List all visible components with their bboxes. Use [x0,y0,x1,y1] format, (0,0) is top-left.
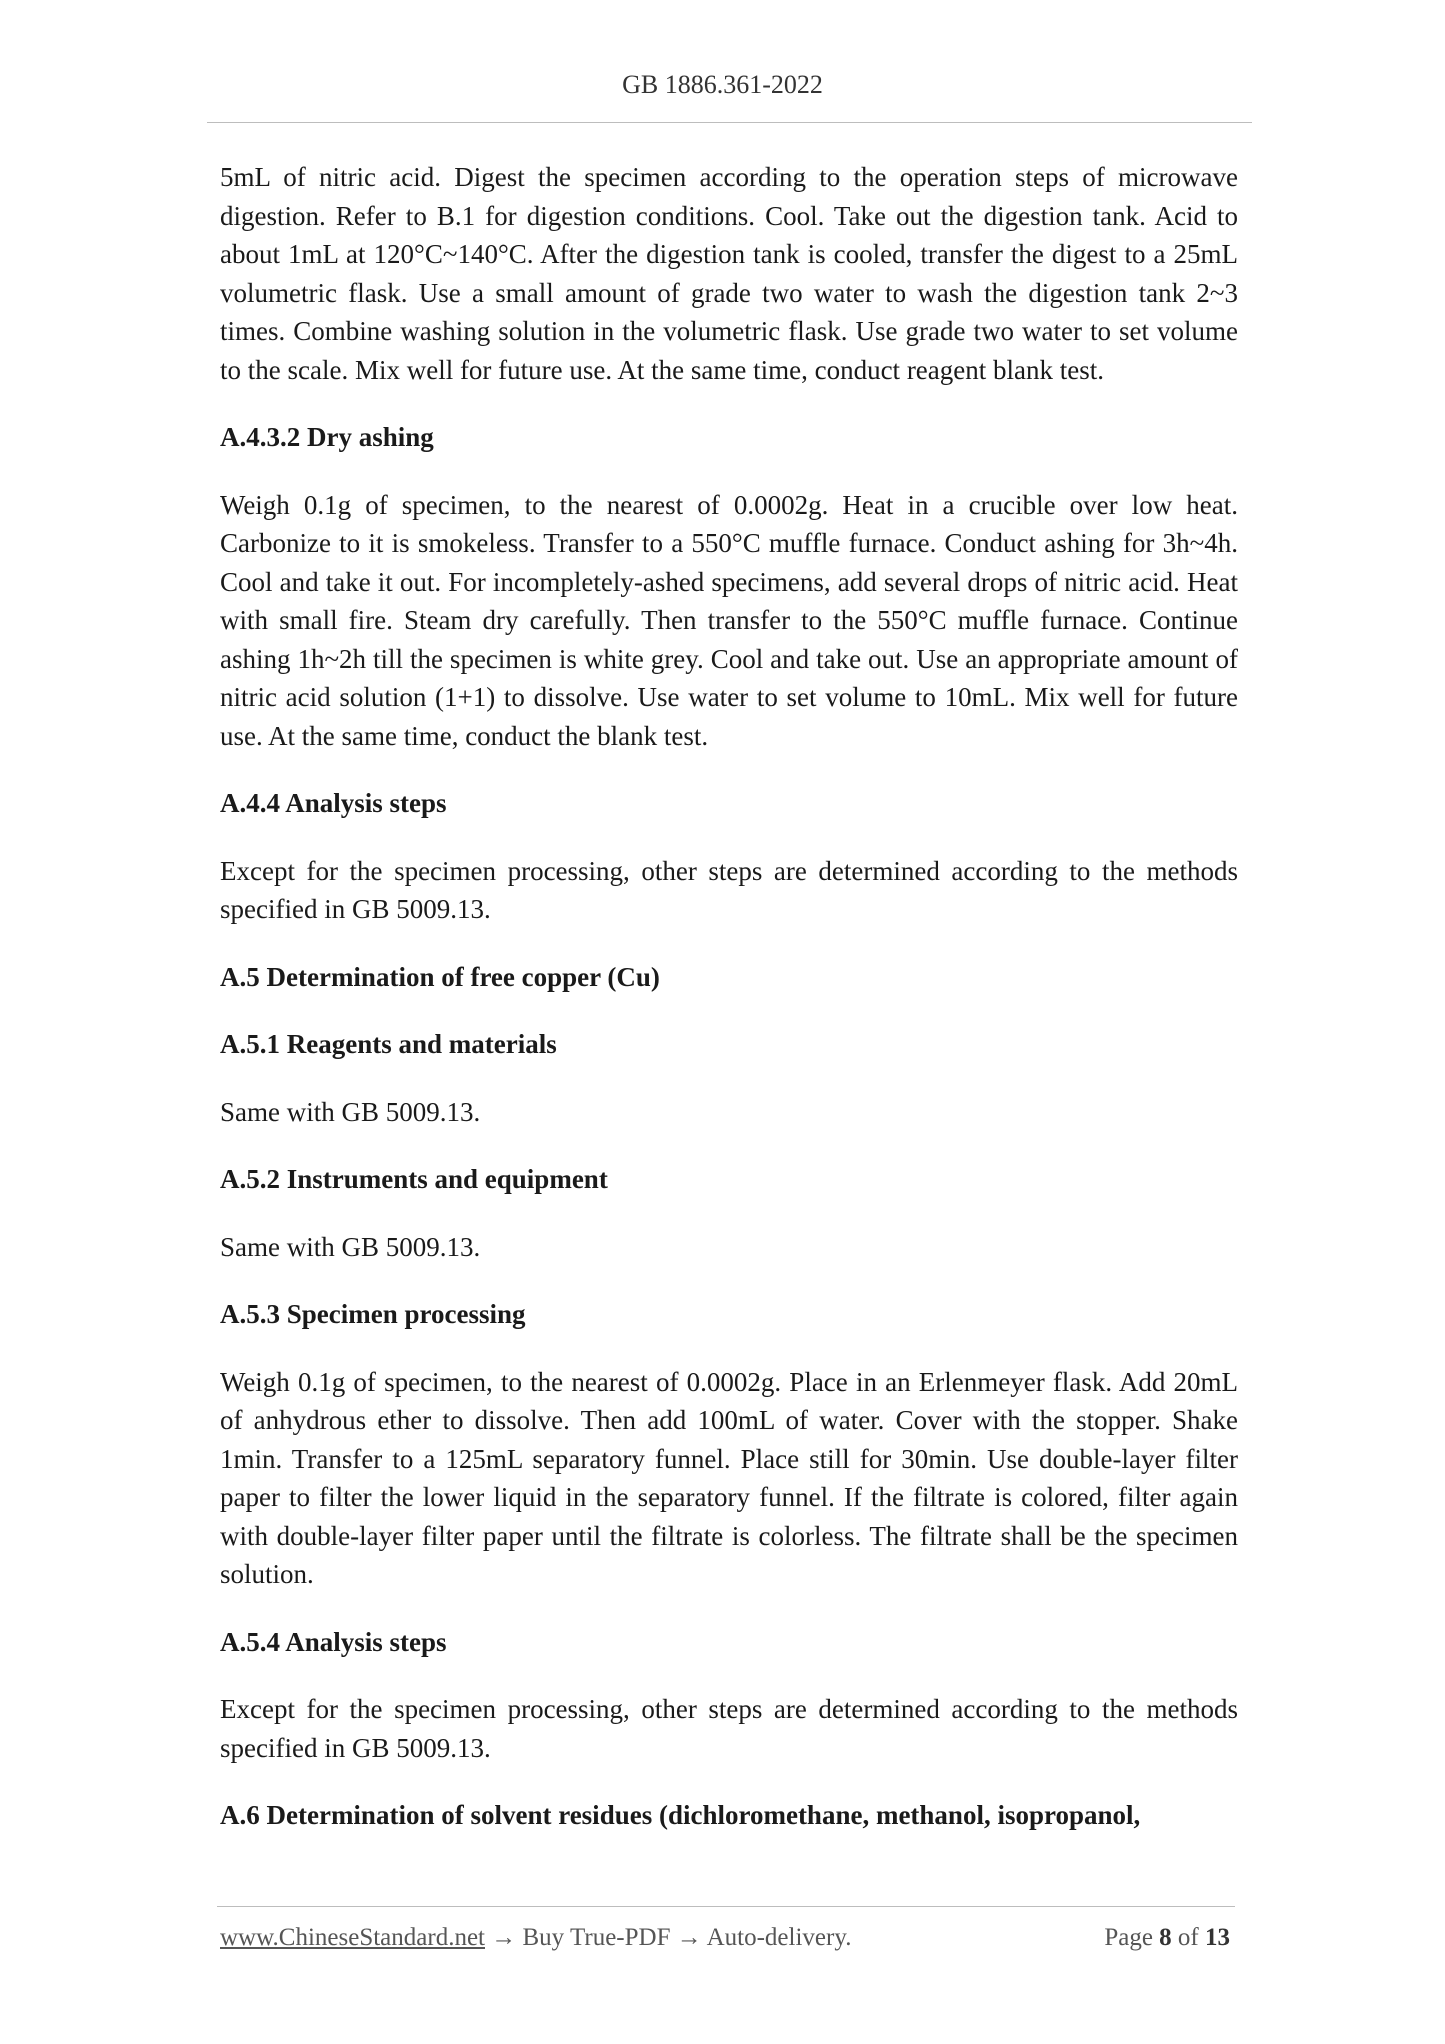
section-heading: A.5.4 Analysis steps [220,1626,447,1657]
delivery-text: Auto-delivery. [706,1924,852,1951]
paragraph: 5mL of nitric acid. Digest the specimen according to the operation steps of microwave digestion. Refer to B.1 for digestion conditions. Cool. Take out the digestion tank. Acid to about 1mL at 120°C~140°C. After the digestion tank is cooled, transfer the digest to a 25mL volumetric flask. Use a small amount of grade two water to wash the digestion tank 2~3 times. Combine washing solution in the volumetric flask. Use grade two water to set volume to the scale. Mix well for future use. At the same time, conduct reagent blank test. [220,162,1238,385]
of-label: of [1177,1924,1199,1951]
section-heading: A.4.4 Analysis steps [220,788,447,818]
buy-text: Buy True-PDF [522,1924,671,1951]
footer-promo [220,1924,851,1952]
section-heading: A.6 Determination of solvent residues (dichloromethane, methanol, isopropanol, [220,1800,1141,1830]
paragraph: Weigh 0.1g of specimen, to the nearest of 0.0002g. Heat in a crucible over low heat. Carbonize to it is smokeless. Transfer to a 550°C muffle furnace. Conduct ashing for 3h~4h. Cool and take it out. For incompletely-ashed specimens, add several drops of nitric acid. Heat with small fire. Steam dry carefully. Then transfer to the 550°C muffle furnace. Continue ashing 1h~2h till the specimen is white grey. Cool and take out. Use an appropriate amount of nitric acid solution (1+1) to dissolve. Use water to set volume to 10mL. Mix well for future use. At the same time, conduct the blank test. [220,489,1238,751]
paragraph: Same with GB 5009.13. [220,1231,481,1262]
page-total: 13 [1205,1924,1230,1951]
section-heading: A.5.2 Instruments and equipment [220,1164,608,1194]
arrow-right-icon: → [676,1924,702,1951]
header-divider [207,122,1252,123]
footer-divider [217,1906,1235,1907]
section-heading: A.5.3 Specimen processing [220,1299,526,1329]
arrow-right-icon: → [491,1924,517,1951]
paragraph: Same with GB 5009.13. [220,1096,481,1127]
section-heading: A.5.1 Reagents and materials [220,1029,557,1059]
page-indicator [1104,1924,1230,1952]
page-label: Page [1104,1924,1153,1951]
document-body [220,158,1238,1835]
paragraph: Weigh 0.1g of specimen, to the nearest of 0.0002g. Place in an Erlenmeyer flask. Add 20mL of anhydrous ether to dissolve. Then add 100mL of water. Cover with the stopper. Shake 1min. Transfer to a 125mL separatory funnel. Place still for 30min. Use double-layer filter paper to filter the lower liquid in the separatory funnel. If the filtrate is colored, filter again with double-layer filter paper until the filtrate is colorless. The filtrate shall be the specimen solution. [220,1366,1238,1589]
paragraph: Except for the specimen processing, other steps are determined according to the methods specified in GB 5009.13. [220,1694,1238,1763]
section-heading: A.4.3.2 Dry ashing [220,422,434,452]
website-link[interactable]: www.ChineseStandard.net [220,1924,485,1951]
page-footer [220,1924,1230,1952]
page-number: 8 [1159,1924,1172,1951]
section-heading: A.5 Determination of free copper (Cu) [220,961,660,992]
paragraph: Except for the specimen processing, other steps are determined according to the methods specified in GB 5009.13. [220,855,1238,924]
page-header: GB 1886.361-2022 [622,70,823,99]
